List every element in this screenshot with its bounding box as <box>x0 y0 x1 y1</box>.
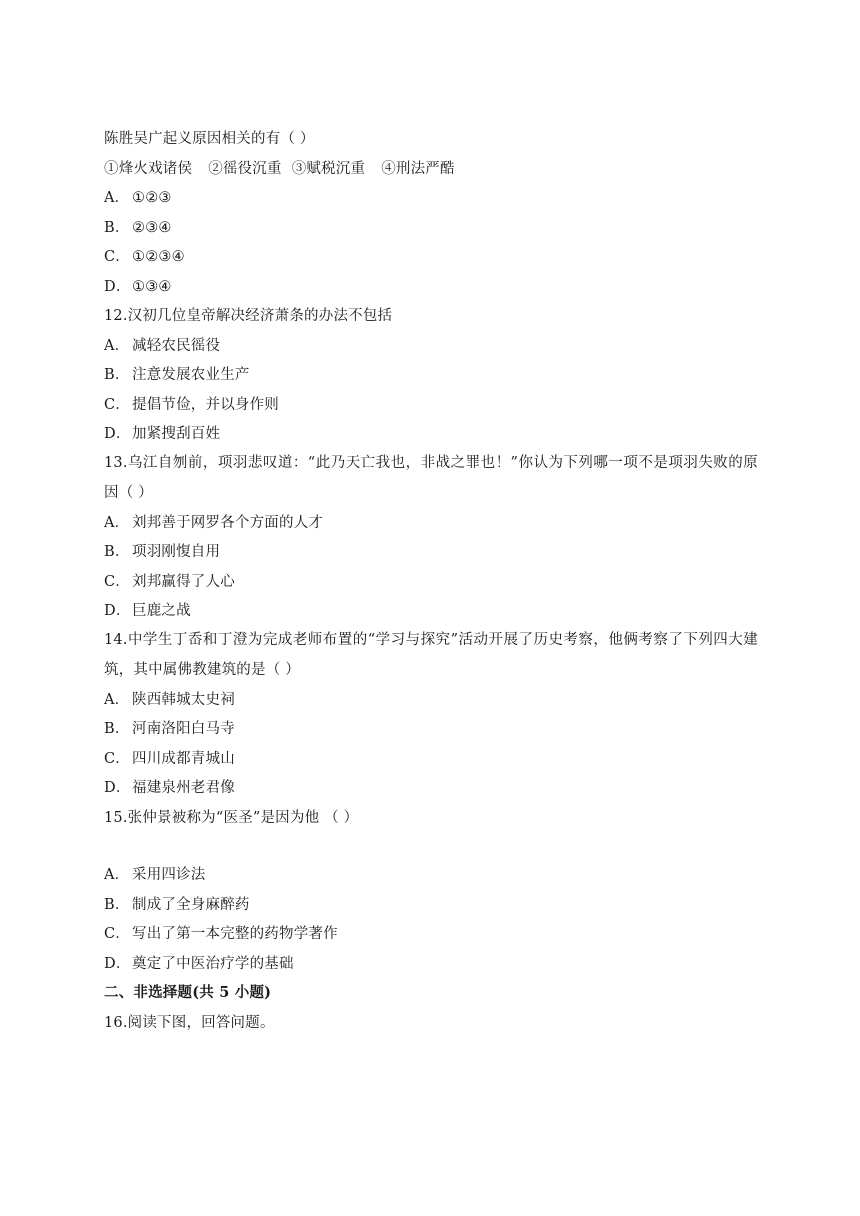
option-text: 加紧搜刮百姓 <box>132 426 221 442</box>
option-text: 提倡节俭，并以身作则 <box>132 397 279 413</box>
q12-option-b <box>104 365 250 385</box>
q12-option-c <box>104 395 279 415</box>
option-text: ①③④ <box>132 279 172 295</box>
q11-item-4: ④刑法严酷 <box>381 161 455 177</box>
option-letter: C． <box>104 926 130 942</box>
q14-stem: 14.中学生丁岙和丁澄为完成老师布置的“学习与探究”活动开展了历史考察，他俩考察了下列四大建筑，其中属佛教建筑的是（ ） <box>104 632 758 678</box>
q15-option-b <box>104 895 250 915</box>
q11-option-a <box>104 188 172 208</box>
option-letter: A． <box>104 515 130 531</box>
option-letter: D． <box>104 603 131 619</box>
q11-option-b <box>104 218 172 238</box>
q11-item-1: ①烽火戏诸侯 <box>104 161 193 177</box>
q12-option-d <box>104 424 220 444</box>
option-letter: D． <box>104 780 131 796</box>
q12-option-a <box>104 336 220 356</box>
q14-option-d <box>104 778 235 798</box>
option-letter: C． <box>104 751 130 767</box>
q11-item-2: ②徭役沉重 <box>208 161 282 177</box>
option-text: 刘邦赢得了人心 <box>132 574 235 590</box>
option-text: 巨鹿之战 <box>132 603 191 619</box>
q12-stem: 12.汉初几位皇帝解决经济萧条的办法不包括 <box>104 308 393 324</box>
q13-stem: 13.乌江自刎前，项羽悲叹道：“此乃天亡我也，非战之罪也！”你认为下列哪一项不是项羽失败的原因（ ） <box>104 455 758 501</box>
q11-option-c <box>104 247 185 267</box>
option-letter: A． <box>104 190 130 206</box>
option-text: 四川成都青城山 <box>132 751 235 767</box>
option-text: 制成了全身麻醉药 <box>132 897 250 913</box>
q13-option-a <box>104 513 323 533</box>
option-text: 刘邦善于网罗各个方面的人才 <box>132 515 324 531</box>
option-letter: D． <box>104 279 131 295</box>
option-letter: C． <box>104 574 130 590</box>
option-letter: B． <box>104 220 130 236</box>
q14-option-c <box>104 749 235 769</box>
q14-option-b <box>104 719 235 739</box>
q11-item-3: ③赋税沉重 <box>291 161 366 177</box>
option-text: 福建泉州老君像 <box>132 780 235 796</box>
q15-option-d <box>104 954 294 974</box>
option-text: ①②③④ <box>132 249 185 265</box>
option-text: 写出了第一本完整的药物学著作 <box>132 926 338 942</box>
q13-option-b <box>104 542 220 562</box>
option-text: 减轻农民徭役 <box>132 338 221 354</box>
option-letter: B． <box>104 721 130 737</box>
option-letter: D． <box>104 426 131 442</box>
option-text: 注意发展农业生产 <box>132 367 250 383</box>
option-text: 陕西韩城太史祠 <box>132 692 235 708</box>
option-letter: B． <box>104 544 130 560</box>
option-text: 项羽刚愎自用 <box>132 544 221 560</box>
q13-option-d <box>104 601 191 621</box>
option-letter: A． <box>104 867 130 883</box>
option-letter: C． <box>104 397 130 413</box>
section-heading: 二、非选择题(共 5 小题) <box>104 984 272 1001</box>
q16-stem: 16.阅读下图，回答问题。 <box>104 1015 275 1031</box>
option-text: 河南洛阳白马寺 <box>132 721 235 737</box>
option-letter: C． <box>104 249 130 265</box>
option-text: 奠定了中医治疗学的基础 <box>132 956 294 972</box>
option-letter: D． <box>104 956 131 972</box>
q13-option-c <box>104 572 235 592</box>
q14-option-a <box>104 690 235 710</box>
q11-stem: 陈胜吴广起义原因相关的有（ ） <box>104 131 315 147</box>
option-letter: B． <box>104 897 130 913</box>
option-letter: B． <box>104 367 130 383</box>
option-letter: A． <box>104 338 130 354</box>
q15-option-a <box>104 865 206 885</box>
q15-option-c <box>104 924 338 944</box>
option-text: 采用四诊法 <box>132 867 206 883</box>
q11-option-d <box>104 277 172 297</box>
option-text: ②③④ <box>132 220 172 236</box>
q15-stem: 15.张仲景被称为“医圣”是因为他 （ ） <box>104 810 359 826</box>
option-letter: A． <box>104 692 130 708</box>
option-text: ①②③ <box>132 190 172 206</box>
q11-items <box>104 159 455 179</box>
